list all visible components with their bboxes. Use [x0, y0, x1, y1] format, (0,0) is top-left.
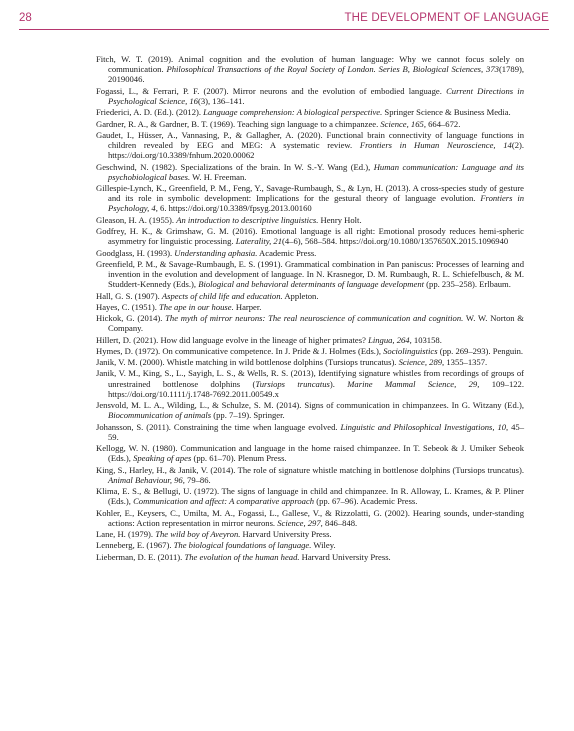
reference-text: Harvard University Press. [240, 529, 332, 540]
reference-text: Lane, H. (1979). [96, 529, 156, 540]
reference-italic-text: Science, 289 [398, 357, 443, 368]
reference-entry [96, 540, 524, 550]
reference-text: Kellogg, W. N. (1980). Communication and language in the home raised chimpanzee. In T. Sebeok & J. Umiker Sebeok (Eds.), [96, 443, 524, 464]
reference-text: Lieberman, D. E. (2011). [96, 551, 185, 562]
reference-italic-text: Animal Behaviour, 96 [108, 474, 183, 485]
reference-italic-text: Philosophical Transactions of the Royal Society of London. Series B, Biological Sciences, 373 [166, 64, 499, 75]
reference-italic-text: Human communication: Language and its psychobiological bases. [108, 161, 524, 182]
reference-text: Gillespie-Lynch, K., Greenfield, P. M., Feng, Y., Savage-Rumbaugh, S., & Lyn, H. (2013). A cross-species study of gesture and its role in symbolic development: Implications for the gestural theory of language evolution. [96, 183, 524, 204]
reference-text: Johansson, S. (2011). Constraining the time when language evolved. [96, 421, 341, 432]
reference-entry [96, 259, 524, 290]
reference-italic-text: Aspects of child life and education. [161, 290, 283, 301]
reference-italic-text: Frontiers in Human Neuroscience, 14 [359, 140, 512, 150]
reference-text: Gleason, H. A. (1955). [96, 214, 177, 225]
reference-text: Hickok, G. (2014). [96, 313, 166, 324]
reference-entry [96, 400, 524, 420]
reference-italic-text: Laterality, 21 [235, 236, 283, 247]
reference-entry [96, 86, 524, 106]
reference-text: Academic Press. [257, 247, 317, 258]
reference-text: Fogassi, L., & Ferrari, P. F. (2007). Mirror neurons and the evolution of embodied language. [96, 85, 447, 96]
reference-text: Lenneberg, E. (1967). [96, 540, 174, 551]
reference-entry [96, 215, 524, 225]
reference-italic-text: Biological and behavioral determinants of language development [198, 279, 425, 290]
reference-text: King, S., Harley, H., & Janik, V. (2014). The role of signature whistle matching in bottlenose dolphins (Tursiops truncatus). [96, 464, 524, 475]
reference-text: ). [329, 378, 348, 389]
reference-text: Hillert, D. (2021). How did language evolve in the lineage of higher primates? [96, 334, 369, 345]
reference-text: Janik, V. M., King, S., L., Sayigh, L. S., & Wells, R. S. (2013), Identifying signature whistles from recordings of groups of unrestrained bottlenose dolphins ( [96, 368, 524, 389]
reference-text: (pp. 61–70). Plenum Press. [191, 453, 287, 464]
reference-italic-text: Understanding aphasia. [174, 247, 258, 258]
reference-italic-text: Tursiops truncatus [255, 378, 330, 389]
reference-text: Geschwind, N. (1982). Specializations of the brain. In W. S.-Y. Wang (Ed.), [96, 161, 374, 172]
reference-italic-text: The ape in our house. [159, 301, 234, 312]
reference-text: Fitch, W. T. (2019). Animal cognition and the evolution of human language: Why we cannot focus solely on communication. [96, 54, 524, 75]
reference-text: W. W. Norton & Company. [108, 313, 524, 334]
reference-italic-text: Science, 165 [380, 118, 424, 129]
reference-italic-text: Speaking of apes [133, 453, 192, 464]
page-number: 28 [19, 12, 32, 24]
reference-text: Friederici, A. D. (Ed.). (2012). [96, 107, 204, 118]
reference-italic-text: Frontiers in Psychology, 4 [108, 193, 525, 214]
reference-text: , 103158. [409, 334, 442, 345]
reference-entry [96, 529, 524, 539]
reference-entry [96, 248, 524, 258]
reference-text: , 45–59. [108, 421, 524, 442]
reference-text: , 79–86. [182, 474, 211, 485]
reference-italic-text: The biological foundations of language. [173, 540, 312, 551]
reference-entry [96, 357, 524, 367]
reference-entry [96, 107, 524, 117]
reference-entry [96, 54, 524, 85]
reference-italic-text: Lingua, 264 [368, 334, 410, 345]
reference-text: , 109–122. https://doi.org/10.1111/j.1748-7692.2011.00549.x [108, 378, 524, 399]
reference-entry [96, 183, 524, 214]
reference-entry [96, 226, 524, 246]
reference-text: (pp. 67–96). Academic Press. [314, 496, 418, 507]
reference-entry [96, 486, 524, 506]
reference-italic-text: The myth of mirror neurons: The real neuroscience of communication and cognition. [165, 313, 464, 324]
reference-text: Klima, E. S., & Bellugi, U. (1972). The signs of language in child and chimpanzee. In R. Alloway, L. Krames, & P. Pliner (Eds.), [96, 486, 524, 507]
reference-text: Harper. [233, 301, 262, 312]
reference-italic-text: Communication and affect: A comparative approach [133, 496, 315, 507]
reference-italic-text: The evolution of the human head. [184, 551, 300, 562]
reference-entry [96, 335, 524, 345]
reference-text: (pp. 7–19). Springer. [211, 410, 285, 421]
running-title: THE DEVELOPMENT OF LANGUAGE [344, 12, 549, 24]
reference-text: Greenfield, P. M., & Savage-Rumbaugh, E. S. (1991). Grammatical combination in Pan paniscus: Processes of learning and invention in the evolution and development of language. In N. Krasnegor, D. M. Rumbaugh, R. L. Schiefelbusch, & M. Studdert-Kennedy (Eds.), [96, 258, 524, 290]
reference-text: Springer Science & Business Media. [382, 107, 511, 118]
reference-italic-text: Biocommunication of animals [108, 410, 212, 421]
reference-text: Janik, V. M. (2000). Whistle matching in wild bottlenose dolphins (Tursiops truncatus). [96, 357, 399, 368]
reference-text: (1789), 20190046. [108, 64, 524, 85]
reference-text: (3), 136–141. [197, 95, 245, 106]
reference-text: Godfrey, H. K., & Grimshaw, G. M. (2016). Emotional language is all right: Emotional prosody reduces hemi-spheric asymmetry for linguistic processing. [96, 226, 524, 247]
reference-text: Hayes, C. (1951). [96, 301, 160, 312]
running-header [19, 12, 549, 30]
reference-list [96, 54, 524, 563]
reference-entry [96, 508, 524, 528]
reference-entry [96, 291, 524, 301]
reference-entry [96, 130, 524, 161]
reference-entry [96, 302, 524, 312]
reference-text: , 6. https://doi.org/10.3389/fpsyg.2013.00160 [155, 203, 312, 214]
reference-text: Harvard University Press. [299, 551, 391, 562]
reference-text: Wiley. [311, 540, 336, 551]
reference-text: Jensvold, M. L. A., Wilding, L., & Schulze, S. M. (2014). Signs of communication in chimpanzees. In G. Witzany (Ed.), [96, 400, 524, 411]
reference-italic-text: Science, 297 [277, 517, 321, 528]
reference-text: Hymes, D. (1972). On communicative competence. In J. Pride & J. Holmes (Eds.), [96, 345, 384, 356]
reference-entry [96, 346, 524, 356]
reference-italic-text: Linguistic and Philosophical Investigations, 10 [340, 421, 507, 432]
reference-text: (2). https://doi.org/10.3389/fnhum.2020.00062 [108, 140, 525, 161]
reference-entry [96, 119, 524, 129]
reference-text: Hall, G. S. (1907). [96, 290, 162, 301]
reference-text: , 664–672. [423, 118, 461, 129]
reference-entry [96, 422, 524, 442]
reference-italic-text: Marine Mammal Science, 29 [347, 378, 478, 389]
reference-text: (4–6), 568–584. https://doi.org/10.1080/1357650X.2015.1096940 [282, 236, 509, 247]
reference-text: Henry Holt. [318, 214, 362, 225]
reference-italic-text: An introduction to descriptive linguistics. [176, 214, 319, 225]
reference-italic-text: Sociolinguistics [383, 345, 438, 356]
reference-entry [96, 162, 524, 182]
reference-italic-text: Language comprehension: A biological perspective. [203, 107, 383, 118]
reference-text: Gardner, R. A., & Gardner, B. T. (1969). Teaching sign language to a chimpanzee. [96, 118, 381, 129]
reference-entry [96, 313, 524, 333]
reference-text: Appleton. [282, 290, 319, 301]
reference-entry [96, 368, 524, 399]
header-rule [19, 29, 549, 30]
reference-text: Gaudet, I., Hüsser, A., Vannasing, P., & Gallagher, A. (2020). Functional brain connectivity of language functions in children revealed by EEG and MEG: A systematic review. [96, 129, 524, 150]
reference-text: W. H. Freeman. [190, 171, 247, 182]
reference-text: Goodglass, H. (1993). [96, 247, 175, 258]
reference-text: , 1355–1357. [442, 357, 488, 368]
reference-italic-text: Current Directions in Psychological Science, 16 [108, 85, 524, 106]
reference-text: , 846–848. [320, 517, 358, 528]
reference-text: Kohler, E., Keysers, C., Umilta, M. A., Fogassi, L., Gallese, V., & Rizzolatti, G. (2002). Hearing sounds, under-standing actions: Action representation in mirror neurons. [96, 507, 524, 528]
reference-text: (pp. 235–258). Erlbaum. [424, 279, 511, 290]
reference-entry [96, 552, 524, 562]
reference-entry [96, 465, 524, 485]
reference-italic-text: The wild boy of Aveyron. [155, 529, 241, 540]
reference-entry [96, 443, 524, 463]
reference-text: (pp. 269–293). Penguin. [437, 345, 524, 356]
